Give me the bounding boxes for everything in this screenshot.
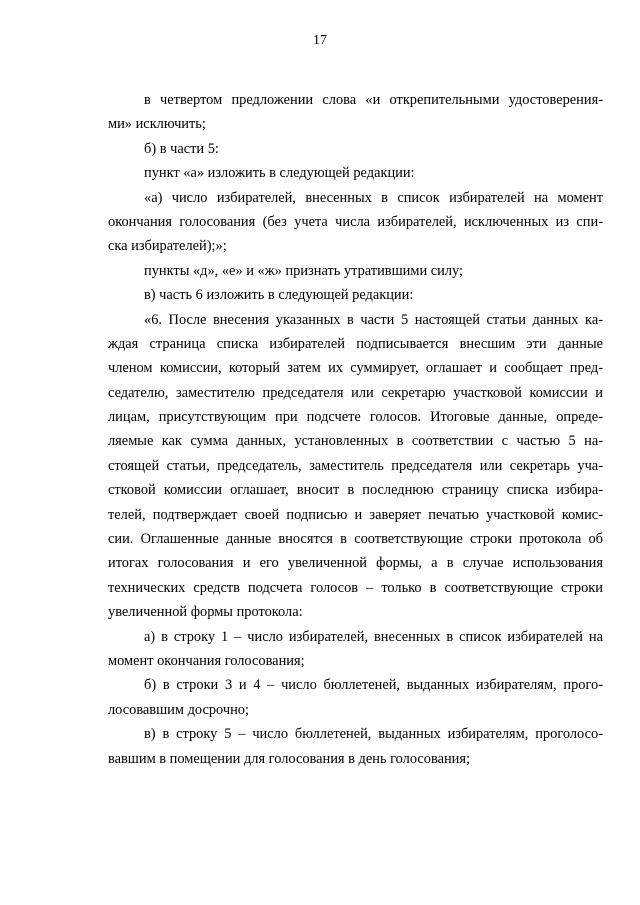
text-line: пункт «а» изложить в следующей редакции: <box>144 165 415 182</box>
page-number: 17 <box>313 33 327 48</box>
text-line: б) в части 5: <box>144 140 219 157</box>
text-line: пункты «д», «е» и «ж» признать утратившими силу; <box>144 262 464 279</box>
text-line: б) в строки 3 и 4 – число бюллетеней, выданных избирателям, прого- <box>144 677 603 694</box>
text-line: «а) число избирателей, внесенных в список избирателей на момент <box>144 189 603 206</box>
text-line: технических средств подсчета голосов – только в соответствующие строки <box>108 579 603 596</box>
text-line: телей, подтверждает своей подписью и заверяет печатью участковой комис- <box>108 506 603 523</box>
text-line: ска избирателей);»; <box>108 238 227 255</box>
text-line: вавшим в помещении для голосования в день голосования; <box>108 750 470 767</box>
text-line: момент окончания голосования; <box>108 652 305 669</box>
document-body <box>108 88 603 771</box>
text-line: сии. Оглашенные данные вносятся в соответствующие строки протокола об <box>108 531 603 548</box>
text-line: увеличенной формы протокола: <box>108 604 303 621</box>
text-line: стковой комиссии оглашает, вносит в последнюю страницу списка избира- <box>108 482 603 499</box>
text-line: ми» исключить; <box>108 116 206 133</box>
text-line: а) в строку 1 – число избирателей, внесенных в список избирателей на <box>144 628 603 645</box>
text-line: лицам, присутствующим при подсчете голосов. Итоговые данные, опреде- <box>108 409 603 426</box>
text-line: «6. После внесения указанных в части 5 настоящей статьи данных ка- <box>144 311 603 328</box>
text-line: окончания голосования (без учета числа избирателей, исключенных из спи- <box>108 213 603 230</box>
text-line: членом комиссии, который затем их суммирует, оглашает и сообщает пред- <box>108 360 603 377</box>
text-line: стоящей статьи, председатель, заместитель председателя или секретарь уча- <box>108 457 603 474</box>
text-line: в) часть 6 изложить в следующей редакции: <box>144 287 414 304</box>
text-line: седателю, заместителю председателя или секретарю участковой комиссии и <box>108 384 603 401</box>
text-line: в четвертом предложении слова «и открепительными удостоверения- <box>144 92 603 108</box>
text-line: ждая страница списка избирателей подписывается внесшим эти данные <box>108 335 603 352</box>
text-line: в) в строку 5 – число бюллетеней, выданных избирателям, проголосо- <box>144 726 603 743</box>
text-line: ляемые как сумма данных, установленных в соответствии с частью 5 на- <box>108 433 603 450</box>
text-line: итогах голосования и его увеличенной формы, а в случае использования <box>108 555 603 572</box>
text-line: лосовавшим досрочно; <box>108 701 250 718</box>
